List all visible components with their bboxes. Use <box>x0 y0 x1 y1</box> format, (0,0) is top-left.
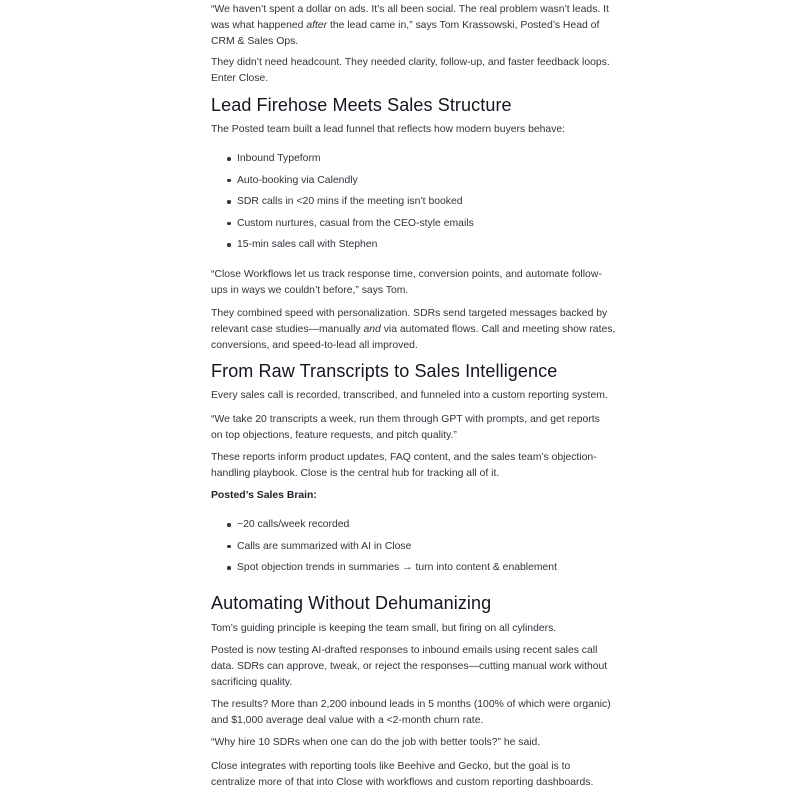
intro-paragraph <box>211 55 610 87</box>
text-line: These reports inform product updates, FAQ content, and the sales team’s objection- <box>211 452 597 463</box>
text-line: on top objections, feature requests, and pitch quality.” <box>211 429 457 441</box>
sdr-quote: “Why hire 10 SDRs when one can do the job with better tools?” he said. <box>211 737 541 748</box>
section-heading-automating: Automating Without Dehumanizing <box>211 593 492 613</box>
text-line: The results? More than 2,200 inbound leads in 5 months (100% of which were organic) <box>211 699 611 710</box>
funnel-list <box>211 148 591 256</box>
text-line: handling playbook. Close is the central hub for tracking all of it. <box>211 467 500 479</box>
workflows-quote <box>211 267 602 299</box>
guiding-principle: Tom’s guiding principle is keeping the team small, but firing on all cylinders. <box>211 623 557 634</box>
text-line: They combined speed with personalization. SDRs send targeted messages backed by <box>211 308 608 319</box>
list-item: Custom nurtures, casual from the CEO-style emails <box>211 213 591 235</box>
results-paragraph <box>211 697 611 729</box>
section2-intro: Every sales call is recorded, transcribed, and funneled into a custom reporting system. <box>211 390 608 401</box>
text-line: “Close Workflows let us track response time, conversion points, and automate follow- <box>211 269 602 280</box>
text-fragment: via automated flows. Call and meeting show rates, <box>380 323 616 335</box>
sales-brain-label: Posted’s Sales Brain: <box>211 490 317 501</box>
section-heading-lead-firehose: Lead Firehose Meets Sales Structure <box>211 95 512 115</box>
text-line: They didn’t need headcount. They needed clarity, follow-up, and faster feedback loops. <box>211 57 610 68</box>
text-fragment: was what happened <box>211 19 307 31</box>
list-item: Auto-booking via Calendly <box>211 170 591 192</box>
integrations-paragraph <box>211 759 594 791</box>
text-line: Enter Close. <box>211 72 269 84</box>
sales-brain-list <box>211 514 591 579</box>
list-item: ~20 calls/week recorded <box>211 514 591 536</box>
intro-quote <box>211 2 609 50</box>
list-item: 15-min sales call with Stephen <box>211 234 591 256</box>
text-line: “We take 20 transcripts a week, run them through GPT with prompts, and get reports <box>211 414 600 425</box>
text-line: CRM & Sales Ops. <box>211 35 299 47</box>
text-line: and $1,000 average deal value with a <2-month churn rate. <box>211 714 484 726</box>
section1-lead: The Posted team built a lead funnel that reflects how modern buyers behave: <box>211 124 566 135</box>
text-fragment: relevant case studies—manually <box>211 323 364 335</box>
section1-paragraph <box>211 306 616 354</box>
emphasis-text: after <box>306 19 328 31</box>
text-line <box>211 18 600 34</box>
text-line: centralize more of that into Close with workflows and custom reporting dashboards. <box>211 776 594 788</box>
text-line <box>211 322 616 338</box>
section-heading-raw-transcripts: From Raw Transcripts to Sales Intelligence <box>211 361 558 381</box>
text-line: Posted is now testing AI-drafted responses to inbound emails using recent sales call <box>211 645 598 656</box>
list-item: Spot objection trends in summaries → turn into content & enablement <box>211 557 591 579</box>
ai-drafts-paragraph <box>211 643 608 691</box>
list-item: Calls are summarized with AI in Close <box>211 536 591 558</box>
text-line: conversions, and speed-to-lead all improved. <box>211 339 418 351</box>
section2-paragraph <box>211 450 597 482</box>
text-line: Close integrates with reporting tools like Beehive and Gecko, but the goal is to <box>211 761 571 772</box>
list-item: Inbound Typeform <box>211 148 591 170</box>
transcripts-quote <box>211 412 600 444</box>
text-line: sacrificing quality. <box>211 676 293 688</box>
text-line: ups in ways we couldn’t before,” says Tom. <box>211 284 409 296</box>
list-item: SDR calls in <20 mins if the meeting isn’t booked <box>211 191 591 213</box>
text-line: “We haven’t spent a dollar on ads. It’s all been social. The real problem wasn’t leads. It <box>211 4 609 15</box>
emphasis-text: and <box>363 323 381 335</box>
text-fragment: the lead came in,” says Tom Krassowski, Posted’s Head of <box>327 19 600 31</box>
text-line: data. SDRs can approve, tweak, or reject the responses—cutting manual work without <box>211 660 608 672</box>
